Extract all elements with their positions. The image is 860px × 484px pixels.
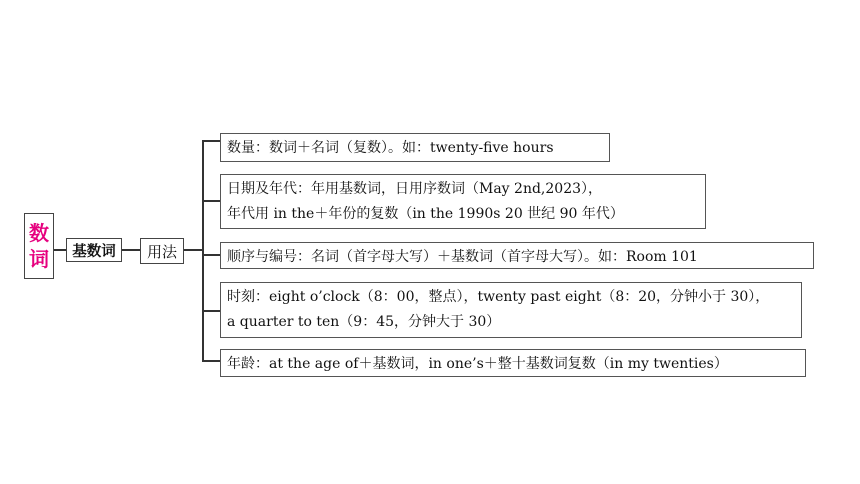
leaf-line: 年龄：at the age of＋基数词，in one’s＋整十基数词复数（in my twenties） bbox=[227, 356, 728, 372]
cardinal-number-node bbox=[66, 238, 122, 262]
branch-5-connector bbox=[202, 360, 220, 362]
branch-3-connector bbox=[202, 254, 220, 256]
branch-1-connector bbox=[202, 140, 220, 142]
root-char-1: 数 bbox=[29, 221, 49, 245]
connector-usage-bracket bbox=[184, 249, 203, 251]
branch-2-connector bbox=[202, 200, 220, 202]
connector-root-basic bbox=[54, 249, 66, 251]
root-node bbox=[24, 213, 54, 279]
leaf-age bbox=[220, 349, 806, 377]
leaf-time bbox=[220, 282, 802, 338]
leaf-line: 日期及年代：年用基数词，日用序数词（May 2nd,2023）， bbox=[227, 181, 603, 197]
connector-basic-usage bbox=[122, 249, 140, 251]
leaf-line: 顺序与编号：名词（首字母大写）＋基数词（首字母大写）。如：Room 101 bbox=[227, 249, 698, 265]
leaf-line: 年代用 in the＋年份的复数（in the 1990s 20 世纪 90 年代） bbox=[227, 206, 624, 222]
leaf-line: 时刻：eight o’clock（8：00，整点），twenty past eight（8：20，分钟小于 30）， bbox=[227, 289, 770, 305]
usage-label: 用法 bbox=[146, 242, 177, 261]
bracket-vertical bbox=[202, 140, 204, 360]
leaf-order-numbering bbox=[220, 242, 814, 269]
cardinal-number-label: 基数词 bbox=[72, 243, 116, 260]
leaf-dates-years bbox=[220, 174, 706, 229]
branch-4-connector bbox=[202, 310, 220, 312]
leaf-line: 数量：数词＋名词（复数）。如：twenty-five hours bbox=[227, 140, 554, 156]
leaf-line: a quarter to ten（9：45，分钟大于 30） bbox=[227, 314, 501, 330]
leaf-quantity bbox=[220, 133, 610, 162]
usage-node bbox=[140, 238, 184, 264]
root-char-2: 词 bbox=[29, 247, 49, 271]
